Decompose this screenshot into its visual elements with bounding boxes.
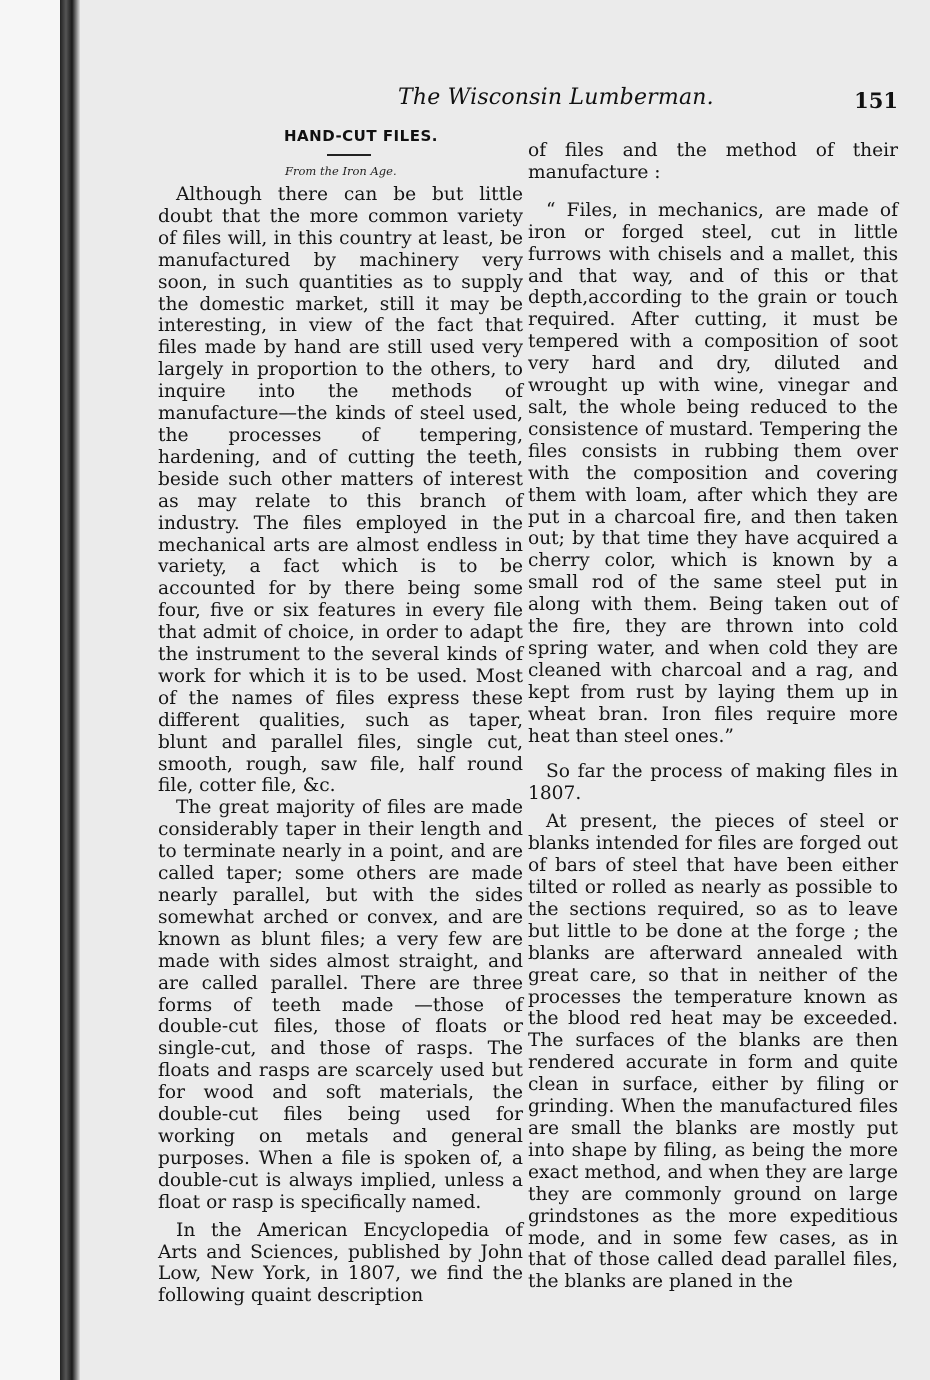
paragraph: of files and the method of their manufacture : [528,140,898,183]
paragraph: The great majority of files are made considerably taper in their length and to terminate nearly in a point, and are called taper; some others are made nearly parallel, but with the sides somewhat arched or convex, and are known as blunt files; a very few are made with sides almost straight, and are called parallel. There are three forms of teeth made —those of double-cut files, those of floats or single-cut, and those of rasps. The floats and rasps are scarcely used but for wood and soft materials, the double-cut files being used for working on metals and general purposes. When a file is spoken of, a double-cut is always implied, unless a float or rasp is specifically named. [158,797,523,1213]
article-title: HAND-CUT FILES. [284,127,438,145]
page-number: 151 [854,88,898,113]
paragraph: Although there can be but little doubt that the more common variety of files will, in this country at least, be manufactured by machinery very soon, in such quantities as to supply the domestic market, still it may be interesting, in view of the fact that files made by hand are still used very largely in proportion to the others, to inquire into the methods of manufacture—the kinds of steel used, the processes of tempering, hardening, and of cutting the teeth, beside such other matters of interest as may relate to this branch of industry. The files employed in the mechanical arts are almost endless in variety, a fact which is to be accounted for by there being some four, five or six features in every file that admit of choice, in order to adapt the instrument to the several kinds of work for which it is to be used. Most of the names of files express these different qualities, such as taper, blunt and parallel files, single cut, smooth, rough, saw file, half round file, cotter file, &c. [158,184,523,797]
article-source: From the Iron Age. [285,164,397,178]
paragraph: At present, the pieces of steel or blanks intended for files are forged out of bars of steel that have been either tilted or rolled as nearly as possible to the sections required, so as to leave but little to be done at the forge ; the blanks are afterward annealed with great care, so that in neither of the processes the temperature known as the blood red heat may be exceeded. The surfaces of the blanks are then rendered accurate in form and quite clean in surface, either by filing or grinding. When the manufactured files are small the blanks are mostly put into shape by filing, as being the more exact method, and when they are large they are commonly ground on large grindstones as the more expeditious mode, and in some few cases, as in that of those called dead parallel files, the blanks are planed in the [528,811,898,1293]
paragraph: So far the process of making files in 1807. [528,761,898,805]
title-rule [327,154,371,156]
running-header [398,85,898,119]
quotation-paragraph: “ Files, in mechanics, are made of iron or forged steel, cut in little furrows with chisels and a mallet, this and that way, and of this or that depth,according to the grain or touch required. After cutting, it must be tempered with a composition of soot very hard and dry, diluted and wrought up with wine, vinegar and salt, the whole being reduced to the consistence of mustard. Tempering the files consists in rubbing them over with the composition and covering them with loam, after which they are put in a charcoal fire, and then taken out; by that time they have acquired a cherry color, which is known by a small rod of the same steel put in along with them. Being taken out of the fire, they are thrown into cold spring water, and when cold they are cleaned with charcoal and a rag, and kept from rust by laying them up in wheat bran. Iron files require more heat than steel ones.” [528,199,898,747]
text-column-left [158,184,523,1307]
text-column-right [528,140,898,1293]
journal-title: The Wisconsin Lumberman. [398,85,714,110]
paragraph: In the American Encyclopedia of Arts and Sciences, published by John Low, New York, in 1807, we find the following quaint description [158,1219,523,1307]
book-binding-gutter [0,0,80,1380]
